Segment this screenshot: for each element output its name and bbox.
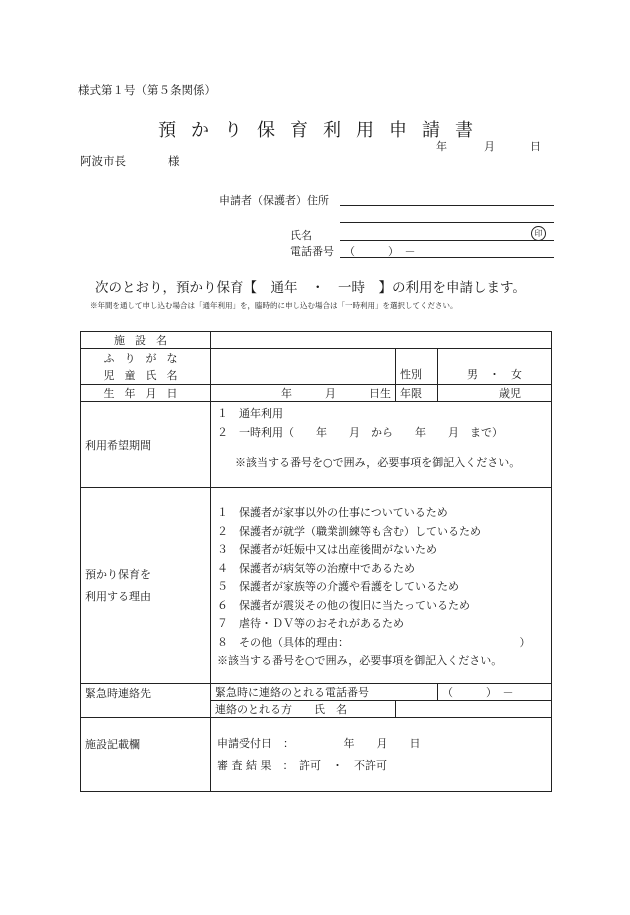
request-statement: 次のとおり，預かり保育【 通年 ・ 一時 】の利用を申請します。: [95, 280, 526, 296]
gender-label: 性別: [396, 349, 438, 385]
address-line[interactable]: [340, 205, 554, 206]
facility-entry-label: 施設記載欄: [81, 718, 211, 792]
name-label: 氏名: [290, 229, 312, 242]
reason-label-cell: [81, 488, 211, 684]
period-option-2[interactable]: ２ 一時利用（ 年 月 から 年 月 まで）: [217, 425, 503, 439]
date-year: 年: [436, 140, 447, 153]
contact-person-field[interactable]: [396, 701, 552, 718]
reason-item[interactable]: ４ 保護者が病気等の治療中であるため: [217, 561, 415, 575]
application-table: [80, 331, 552, 792]
birthdate-label: 生年月日: [81, 385, 211, 402]
contact-person-label: 連絡のとれる方 氏 名: [211, 701, 396, 718]
addressee-name: 阿波市長: [80, 154, 126, 168]
gender-options[interactable]: 男 ・ 女: [438, 349, 552, 385]
receipt-date: 申請受付日 ： 年 月 日: [217, 737, 421, 750]
addressee: [80, 153, 180, 169]
phone-label: 電話番号: [290, 245, 334, 258]
emergency-row: [81, 684, 552, 701]
reason-item[interactable]: ８ その他（具体的理由： ）: [217, 635, 531, 649]
child-name-label-cell: [81, 349, 211, 385]
birthdate-field[interactable]: 年 月 日生: [211, 385, 396, 402]
address-line-2[interactable]: [340, 222, 554, 223]
address-label: 申請者（保護者）住所: [219, 194, 329, 207]
reason-item[interactable]: ５ 保護者が家族等の介護や看護をしているため: [217, 580, 459, 594]
reason-item[interactable]: ３ 保護者が妊娠中又は出産後間がないため: [217, 543, 437, 557]
facility-row: [81, 332, 552, 349]
period-option-1[interactable]: １ 通年利用: [217, 407, 283, 420]
period-cell[interactable]: [211, 402, 552, 488]
child-name-field[interactable]: [211, 349, 396, 385]
form-number: 様式第１号（第５条関係）: [78, 83, 216, 97]
reason-row: [81, 488, 552, 684]
facility-label: 施設名: [81, 332, 211, 349]
emergency-phone-field[interactable]: （ ） －: [438, 684, 552, 701]
date-month: 月: [484, 140, 495, 153]
reason-label-line-2: 利用する理由: [85, 589, 151, 603]
name-line[interactable]: [340, 240, 554, 241]
form-title: 預かり保育利用申請書: [158, 120, 488, 141]
facility-field[interactable]: [211, 332, 552, 349]
period-label: 利用希望期間: [81, 402, 211, 488]
reason-item[interactable]: ２ 保護者が就学（職業訓練等も含む）しているため: [217, 524, 481, 538]
selection-note: ※年間を通して申し込む場合は「通年利用」を，臨時的に申し込む場合は「一時利用」を選択してください。: [90, 301, 458, 310]
reason-note: ※該当する番号を○で囲み，必要事項を御記入ください。: [217, 654, 503, 668]
facility-entry-cell: [211, 718, 552, 792]
reason-item[interactable]: ７ 虐待・ＤＶ等のおそれがあるため: [217, 617, 404, 631]
child-name-label: 児童氏名: [103, 368, 188, 382]
furigana-label: ふりがな: [103, 351, 188, 365]
period-row: [81, 402, 552, 488]
period-note: ※該当する番号を○で囲み，必要事項を御記入ください。: [235, 456, 521, 469]
facility-entry-row: [81, 718, 552, 792]
reason-label-line-1: 預かり保育を: [85, 567, 151, 581]
child-name-row: [81, 349, 552, 385]
addressee-suffix: 様: [168, 154, 180, 168]
emergency-label: 緊急時連絡先: [81, 684, 211, 718]
phone-line[interactable]: [340, 257, 554, 258]
review-result: 審 査 結 果 ： 許可 ・ 不許可: [217, 759, 387, 772]
seal-mark: 印: [531, 226, 546, 241]
emergency-phone-label: 緊急時に連絡のとれる電話番号: [211, 684, 438, 701]
date-day: 日: [530, 140, 541, 153]
reason-item[interactable]: １ 保護者が家事以外の仕事についているため: [217, 506, 448, 520]
birthdate-row: [81, 385, 552, 402]
reason-item[interactable]: ６ 保護者が震災その他の復旧に当たっているため: [217, 598, 470, 612]
age-label: 年限: [396, 385, 438, 402]
phone-format: （ ） －: [344, 245, 416, 258]
reason-cell[interactable]: [211, 488, 552, 684]
age-field[interactable]: 歳児: [438, 385, 552, 402]
